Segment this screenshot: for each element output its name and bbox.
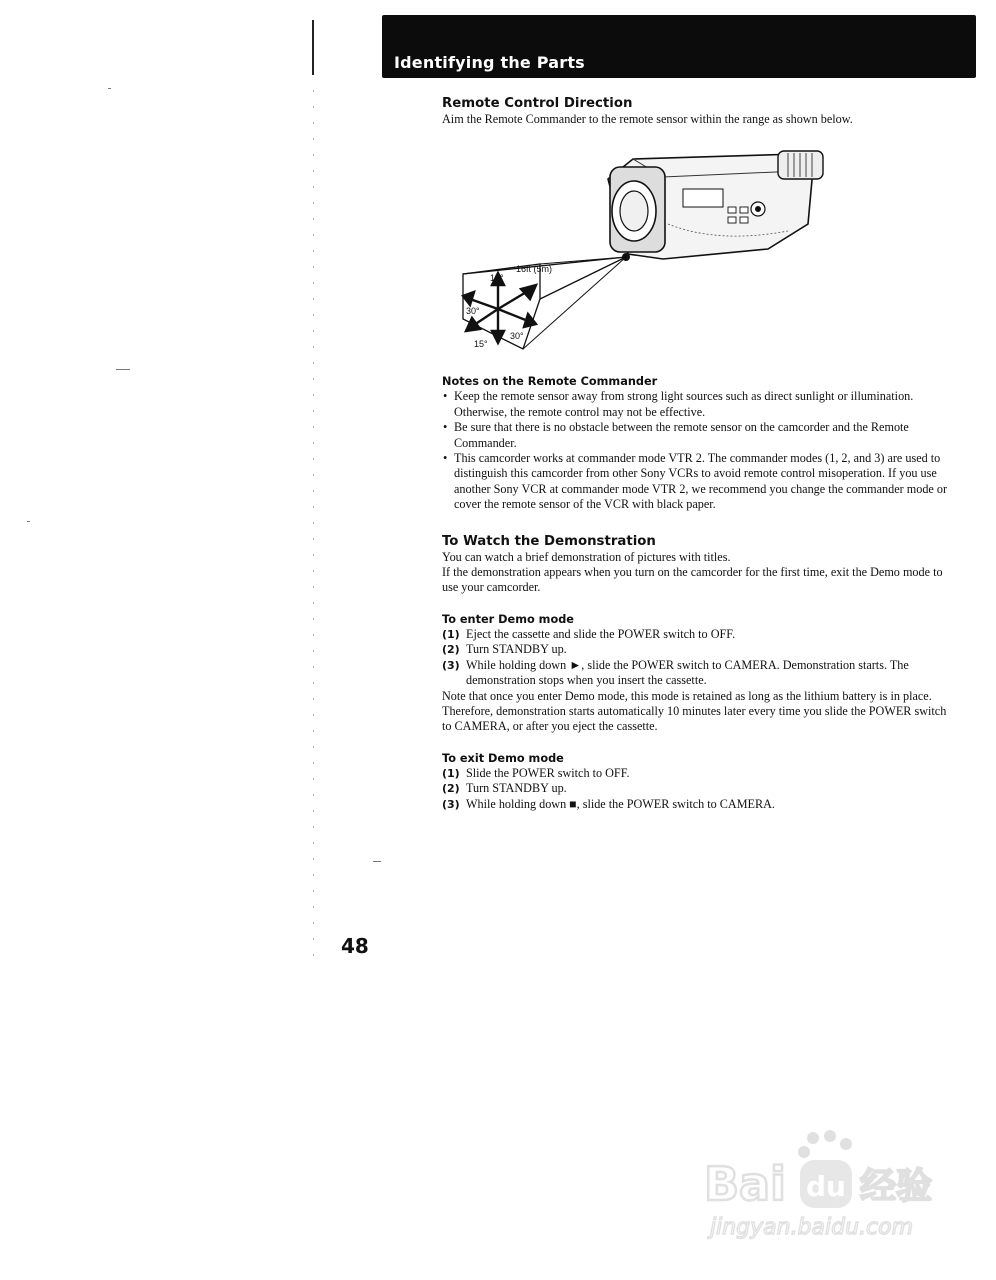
section-header-bar xyxy=(382,15,976,78)
bullet-icon: • xyxy=(443,420,448,435)
bullet-icon: • xyxy=(443,389,448,404)
bullet-icon: • xyxy=(443,451,448,466)
scan-speck xyxy=(116,369,130,370)
svg-text:经验: 经验 xyxy=(860,1166,933,1207)
enter-demo-steps xyxy=(442,627,952,689)
range-distance-label: 16ft (5m) xyxy=(516,264,553,275)
binding-edge-line xyxy=(312,20,314,75)
list-item: • Be sure that there is no obstacle between the remote sensor on the camcorder and the Remote Commander. xyxy=(443,420,909,450)
page-content xyxy=(442,95,952,812)
list-item: (3) While holding down ■, slide the POWER switch to CAMERA. xyxy=(442,796,775,811)
list-item: (2) Turn STANDBY up. xyxy=(442,781,567,796)
list-item: (2) Turn STANDBY up. xyxy=(442,642,567,657)
demo-intro-2: If the demonstration appears when you turn on the camcorder for the first time, exit the Demo mode to use your camcorder. xyxy=(442,565,943,595)
scan-speck xyxy=(27,521,30,522)
demo-heading: To Watch the Demonstration xyxy=(442,533,656,549)
remote-direction-heading: Remote Control Direction xyxy=(442,96,633,111)
page-number: 48 xyxy=(341,934,369,958)
camcorder-illustration xyxy=(458,149,838,354)
header-title: Identifying the Parts xyxy=(394,53,585,72)
list-item: • This camcorder works at commander mode VTR 2. The commander modes (1, 2, and 3) are used to distinguish this camcorder from other Sony VCRs to avoid remote control misoperation. If you use another Sony VCR at commander mode VTR 2, we recommend you change the commander mode or cover the remote sensor of the VCR with black paper. xyxy=(443,451,948,512)
angle-right-label: 30° xyxy=(510,331,524,342)
svg-text:du: du xyxy=(806,1170,846,1203)
notes-list xyxy=(442,389,952,512)
scan-speck xyxy=(373,861,381,862)
remote-direction-intro: Aim the Remote Commander to the remote sensor within the range as shown below. xyxy=(442,112,853,126)
binding-edge-dots xyxy=(313,90,314,970)
baidu-watermark-logo xyxy=(700,1130,950,1240)
exit-demo-heading: To exit Demo mode xyxy=(442,751,564,765)
list-item: • Keep the remote sensor away from strong light sources such as direct sunlight or illumination. Otherwise, the remote control may not be effective. xyxy=(443,389,914,419)
svg-text:jingyan.baidu.com: jingyan.baidu.com xyxy=(710,1215,914,1240)
svg-text:Bai: Bai xyxy=(704,1157,786,1211)
enter-demo-heading: To enter Demo mode xyxy=(442,612,574,626)
list-item: (1) Eject the cassette and slide the POWER switch to OFF. xyxy=(442,626,736,641)
remote-range-figure xyxy=(458,149,838,354)
exit-demo-steps xyxy=(442,766,952,812)
angle-bottom-label: 15° xyxy=(474,339,488,350)
demo-mode-note: Note that once you enter Demo mode, this mode is retained as long as the lithium battery is in place. Therefore, demonstration starts automatically 10 minutes later every time you slide the POWER switch to CAMERA, or after you eject the cassette. xyxy=(442,688,947,734)
angle-left-label: 30° xyxy=(466,306,480,317)
scan-speck xyxy=(108,88,111,89)
notes-heading: Notes on the Remote Commander xyxy=(442,375,658,389)
angle-top-label: 15° xyxy=(490,273,504,284)
list-item: (3) While holding down ►, slide the POWER switch to CAMERA. Demonstration starts. The demonstration stops when you insert the cassette. xyxy=(442,657,909,688)
list-item: (1) Slide the POWER switch to OFF. xyxy=(442,765,630,780)
demo-intro-1: You can watch a brief demonstration of pictures with titles. xyxy=(442,549,731,564)
